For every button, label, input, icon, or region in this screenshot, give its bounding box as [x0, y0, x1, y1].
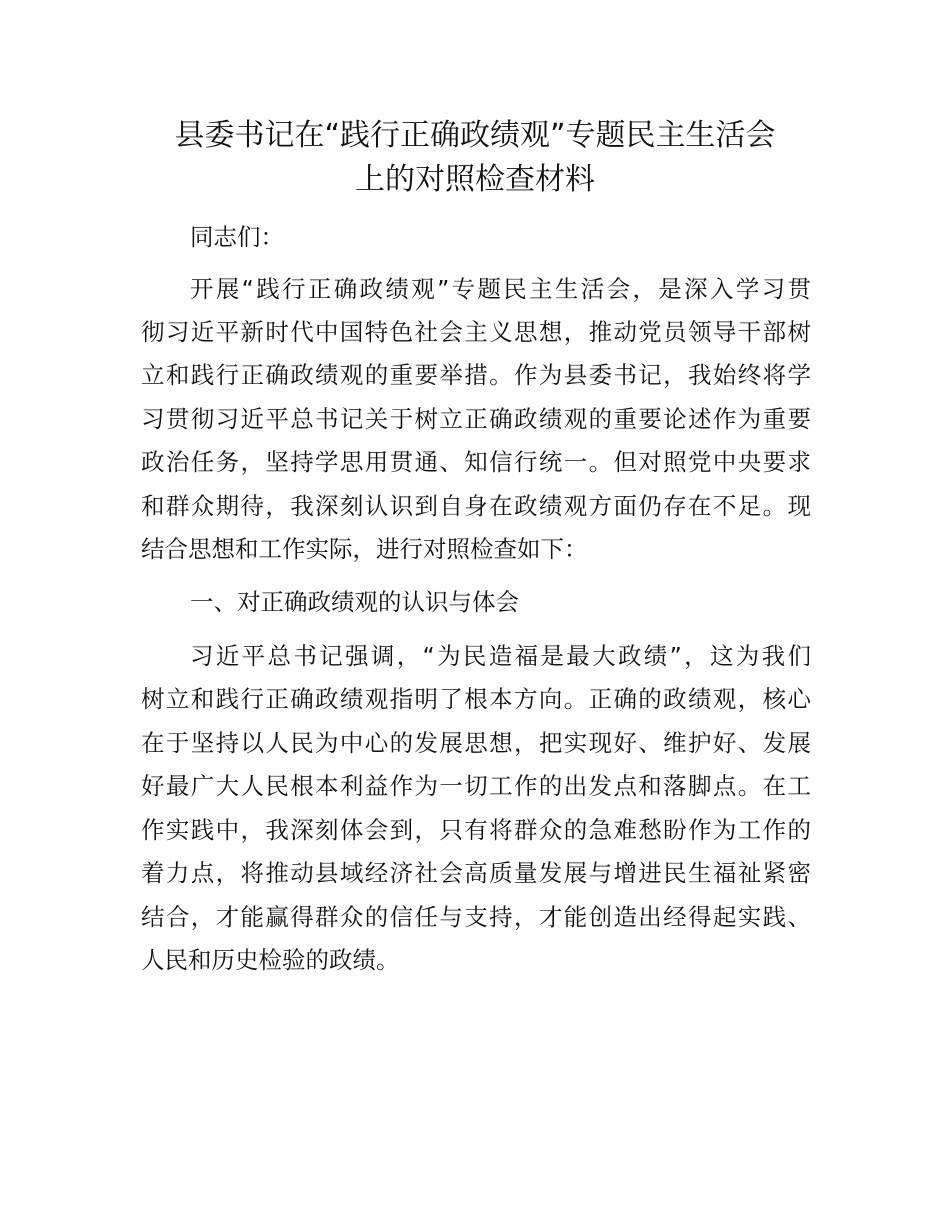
paragraph-line: 习贯彻习近平总书记关于树立正确政绩观的重要论述作为重要: [141, 405, 811, 433]
paragraph-line: 好最广大人民根本利益作为一切工作的出发点和落脚点。在工: [141, 772, 811, 800]
paragraph-line: 立和践行正确政绩观的重要举措。作为县委书记，我始终将学: [141, 361, 811, 389]
paragraph-line: 政治任务，坚持学思用贯通、知信行统一。但对照党中央要求: [141, 448, 811, 476]
paragraph-line: 作实践中，我深刻体会到，只有将群众的急难愁盼作为工作的: [141, 816, 811, 844]
section-heading-1: 一、对正确政绩观的认识与体会: [190, 588, 519, 616]
paragraph-line: 人民和历史检验的政绩。: [141, 946, 400, 974]
document-title-line-2: 上的对照检查材料: [355, 162, 595, 197]
paragraph-line: 习近平总书记强调，“为民造福是最大政绩”，这为我们: [190, 642, 811, 670]
document-title-line-1: 县委书记在“践行正确政绩观”专题民主生活会: [174, 118, 776, 153]
salutation: 同志们：: [190, 223, 284, 251]
paragraph-line: 结合，才能赢得群众的信任与支持，才能创造出经得起实践、: [141, 903, 811, 931]
paragraph-line: 和群众期待，我深刻认识到自身在政绩观方面仍存在不足。现: [141, 492, 811, 520]
paragraph-line: 开展“践行正确政绩观”专题民主生活会，是深入学习贯: [190, 275, 811, 303]
paragraph-line: 着力点，将推动县域经济社会高质量发展与增进民生福祉紧密: [141, 859, 811, 887]
paragraph-line: 彻习近平新时代中国特色社会主义思想，推动党员领导干部树: [141, 318, 811, 346]
paragraph-line: 结合思想和工作实际，进行对照检查如下：: [141, 535, 588, 563]
paragraph-line: 树立和践行正确政绩观指明了根本方向。正确的政绩观，核心: [141, 685, 811, 713]
paragraph-line: 在于坚持以人民为中心的发展思想，把实现好、维护好、发展: [141, 729, 811, 757]
